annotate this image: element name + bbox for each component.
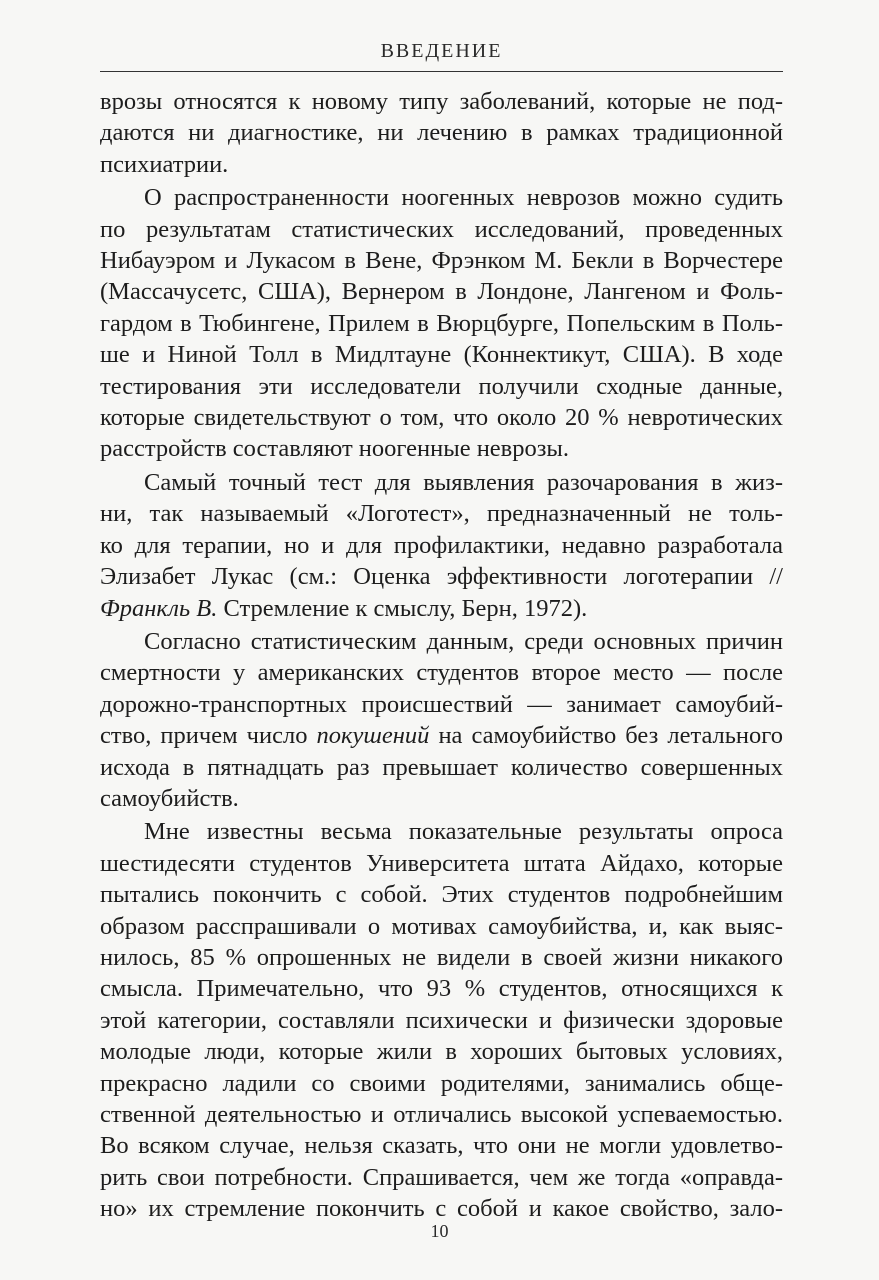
paragraph-3 [100,467,783,624]
citation-text: Стремление к смыслу, Берн, 1972). [217,594,588,622]
text-line: Мне известны весьма показательные результаты опроса [144,818,783,846]
text-line: но» их стремление покончить с собой и какое свойство, зало- [100,1195,783,1223]
text-line: смертности у американских студентов второе место — после [100,659,783,687]
author-italic: Франкль В. [100,594,218,622]
text-line: Во всяком случае, нельзя сказать, что они не могли удовлетво- [100,1132,783,1160]
text-line: (Массачусетс, США), Вернером в Лондоне, Лангеном и Фоль- [100,278,783,306]
text-line: ше и Ниной Толл в Мидлтауне (Коннектикут, США). В ходе [100,341,783,369]
page-number: 10 [430,1221,449,1241]
text-line [100,593,783,624]
text-line [100,720,783,751]
text-line: ни, так называемый «Логотест», предназначенный не толь- [100,500,783,528]
text-line: шестидесяти студентов Университета штата Айдахо, которые [100,849,783,877]
running-head: ВВЕДЕНИЕ [380,40,503,62]
header-rule [100,71,783,72]
text-line: тестирования эти исследователи получили сходные данные, [100,372,783,400]
paragraph-4 [100,626,783,814]
text-line: по результатам статистических исследований, проведенных [100,215,783,243]
text-line: психиатрии. [100,150,229,178]
text-line: самоубийств. [100,784,239,812]
text-line: ственной деятельностью и отличались высокой успеваемостью. [100,1101,783,1128]
paragraph-2 [100,182,783,465]
text-line: рить свои потребности. Спрашивается, чем же тогда «оправда- [100,1163,783,1191]
text-line: пытались покончить с собой. Этих студентов подробнейшим [100,881,783,909]
text-fragment: ство, причем число [100,722,317,750]
text-line: Элизабет Лукас (см.: Оценка эффективности логотерапии // [100,563,783,591]
paragraph-5 [100,816,783,1224]
text-line: прекрасно ладили со своими родителями, занимались обще- [100,1069,783,1097]
text-line: которые свидетельствуют о том, что около 20 % невротических [100,404,783,432]
text-line: гардом в Тюбингене, Прилем в Вюрцбурге, Попельским в Поль- [100,309,783,337]
text-line: расстройств составляют ноогенные неврозы. [100,435,570,463]
text-line: смысла. Примечательно, что 93 % студентов, относящихся к [100,975,783,1003]
text-line: молодые люди, которые жили в хороших бытовых условиях, [100,1038,783,1066]
text-line: дорожно-транспортных происшествий — занимает самоубий- [100,690,783,718]
text-line: этой категории, составляли психически и физически здоровые [100,1006,783,1034]
text-line: ко для терапии, но и для профилактики, недавно разработала [100,531,783,559]
emphasis-word: покушений [316,722,430,750]
text-line: врозы относятся к новому типу заболеваний, которые не под- [100,88,783,115]
text-line: Согласно статистическим данным, среди основных причин [144,627,783,655]
text-line: Самый точный тест для выявления разочарования в жиз- [144,468,783,496]
text-line: Нибауэром и Лукасом в Вене, Фрэнком М. Бекли в Ворчестере [100,247,783,275]
text-line: О распространенности ноогенных неврозов можно судить [144,184,783,212]
text-line: образом расспрашивали о мотивах самоубийства, и, как выяс- [100,912,783,940]
body-text [100,86,783,1227]
text-line: нилось, 85 % опрошенных не видели в своей жизни никакого [100,943,783,971]
text-fragment: на самоубийство без летального [429,722,783,750]
paragraph-1 [100,86,783,180]
text-line: даются ни диагностике, ни лечению в рамках традиционной [100,119,783,147]
text-line: исхода в пятнадцать раз превышает количество совершенных [100,753,783,781]
